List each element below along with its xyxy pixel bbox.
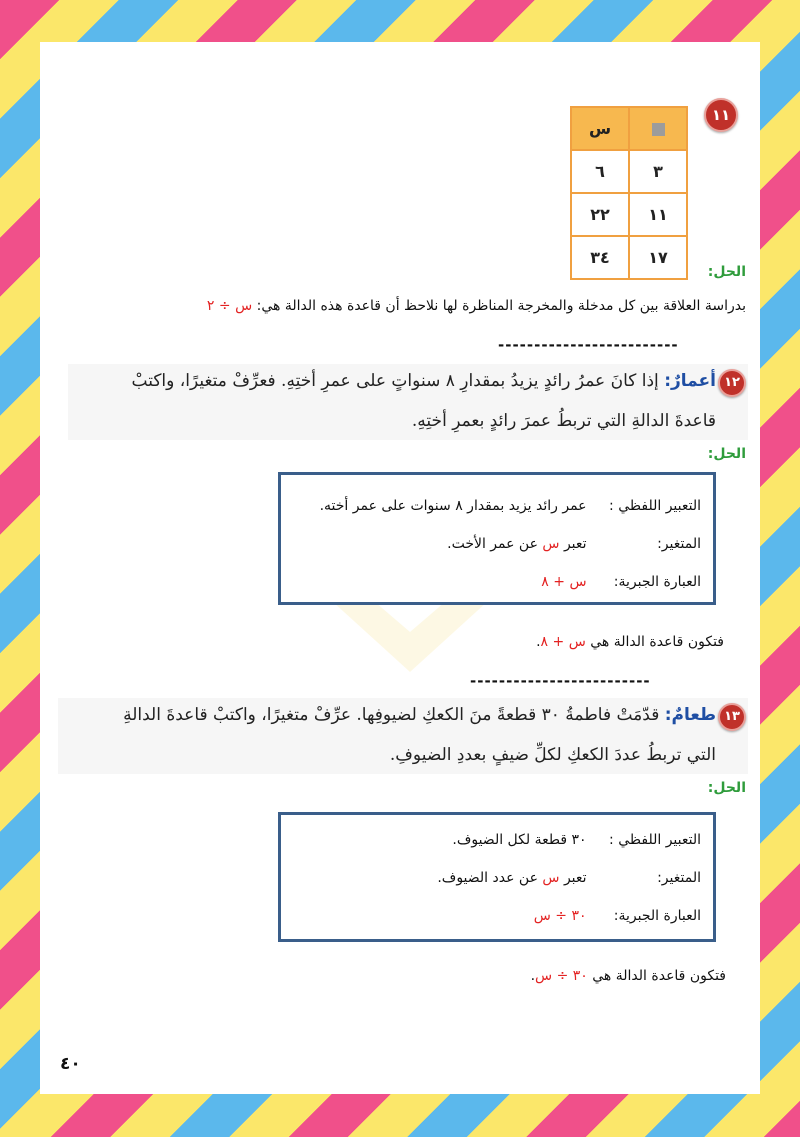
table-cell: ٣٤: [571, 236, 629, 279]
variable-symbol: س: [542, 870, 560, 886]
function-table: [570, 106, 688, 280]
final-rule-line: [531, 968, 726, 984]
table-header-row: [571, 107, 687, 150]
variable-post: عن عدد الضيوف.: [437, 870, 538, 886]
solution-label: الحل:: [707, 264, 746, 280]
question-number-badge: ١٢: [718, 369, 746, 397]
variable-row: [293, 533, 701, 555]
algebraic-label: العبارة الجبرية:: [613, 574, 701, 590]
separator-line: -------------------------: [498, 336, 679, 354]
variable-label: المتغير:: [657, 870, 701, 886]
variable-pre: تعبر: [563, 536, 587, 552]
table-row: [571, 236, 687, 279]
solution-text-line: [207, 298, 746, 314]
verbal-expression-row: [293, 495, 701, 517]
table-row: [571, 150, 687, 193]
solution-box: [278, 812, 716, 942]
separator-line: -------------------------: [470, 672, 651, 690]
variable-post: عن عمر الأخت.: [447, 536, 538, 552]
problem-line-2: التي تربطُ عددَ الكعكِ لكلِّ ضيفٍ بعددِ الضيوفِ.: [389, 745, 716, 765]
table-cell: ٦: [571, 150, 629, 193]
verbal-value: عمر رائد يزيد بمقدار ٨ سنوات على عمر أخته.: [319, 498, 587, 514]
solution-box: [278, 472, 716, 605]
algebraic-value: س + ٨: [541, 574, 587, 590]
final-rule-text: فتكون قاعدة الدالة هي: [590, 634, 724, 650]
table-cell: ١٧: [629, 236, 687, 279]
verbal-label: التعبير اللفظي :: [609, 498, 701, 514]
square-icon: [652, 123, 665, 136]
table-cell: ٣: [629, 150, 687, 193]
problem-text: إذا كانَ عمرُ رائدٍ يزيدُ بمقدارِ ٨ سنواتٍ على عمرِ أختِهِ. فعرِّفْ متغيرًا، واكتبْ: [131, 371, 659, 391]
problem-topic: أعمارٌ:: [664, 371, 716, 391]
final-rule-end: .: [536, 634, 541, 650]
final-rule-text: فتكون قاعدة الدالة هي: [592, 968, 726, 984]
verbal-label: التعبير اللفظي :: [609, 832, 701, 848]
algebraic-value: ٣٠ ÷ س: [533, 908, 587, 924]
algebraic-label: العبارة الجبرية:: [613, 908, 701, 924]
variable-label: المتغير:: [657, 536, 701, 552]
problem-line-2: قاعدةَ الدالةِ التي تربطُ عمرَ رائدٍ بعمرِ أختِهِ.: [411, 411, 716, 431]
algebraic-expression-row: [293, 905, 701, 927]
problem-line-1: [56, 698, 716, 732]
variable-row: [293, 867, 701, 889]
solution-text: بدراسة العلاقة بين كل مدخلة والمخرجة المناظرة لها نلاحظ أن قاعدة هذه الدالة هي:: [256, 298, 746, 314]
variable-pre: تعبر: [563, 870, 587, 886]
final-rule-end: .: [530, 968, 536, 984]
verbal-expression-row: [293, 829, 701, 851]
table-header-output: [629, 107, 687, 150]
table-header-input-text: س: [588, 119, 612, 138]
question-number-badge: ١١: [704, 98, 738, 132]
table-cell: ٢٢: [571, 193, 629, 236]
algebraic-expression-row: [293, 571, 701, 593]
final-rule: س + ٨: [540, 634, 586, 650]
problem-text: قدّمَتْ فاطمةُ ٣٠ قطعةً منَ الكعكِ لضيوفِها. عرِّفْ متغيرًا، واكتبْ قاعدةَ الدالةِ: [123, 705, 660, 725]
solution-label: الحل:: [707, 446, 746, 462]
table-cell: ١١: [629, 193, 687, 236]
final-rule: ٣٠ ÷ س: [535, 968, 588, 984]
solution-label: الحل:: [707, 780, 746, 796]
function-rule: س ÷ ٢: [206, 298, 253, 314]
worksheet-page: [40, 42, 760, 1094]
table-row: [571, 193, 687, 236]
page-number: ٤٠: [60, 1054, 81, 1074]
variable-symbol: س: [542, 536, 560, 552]
final-rule-line: [536, 634, 724, 650]
verbal-value: ٣٠ قطعة لكل الضيوف.: [452, 832, 587, 848]
question-number-badge: ١٣: [718, 703, 746, 731]
table-header-input: [571, 107, 629, 150]
problem-line-1: [66, 364, 716, 398]
problem-topic: طعامٌ:: [664, 705, 716, 725]
